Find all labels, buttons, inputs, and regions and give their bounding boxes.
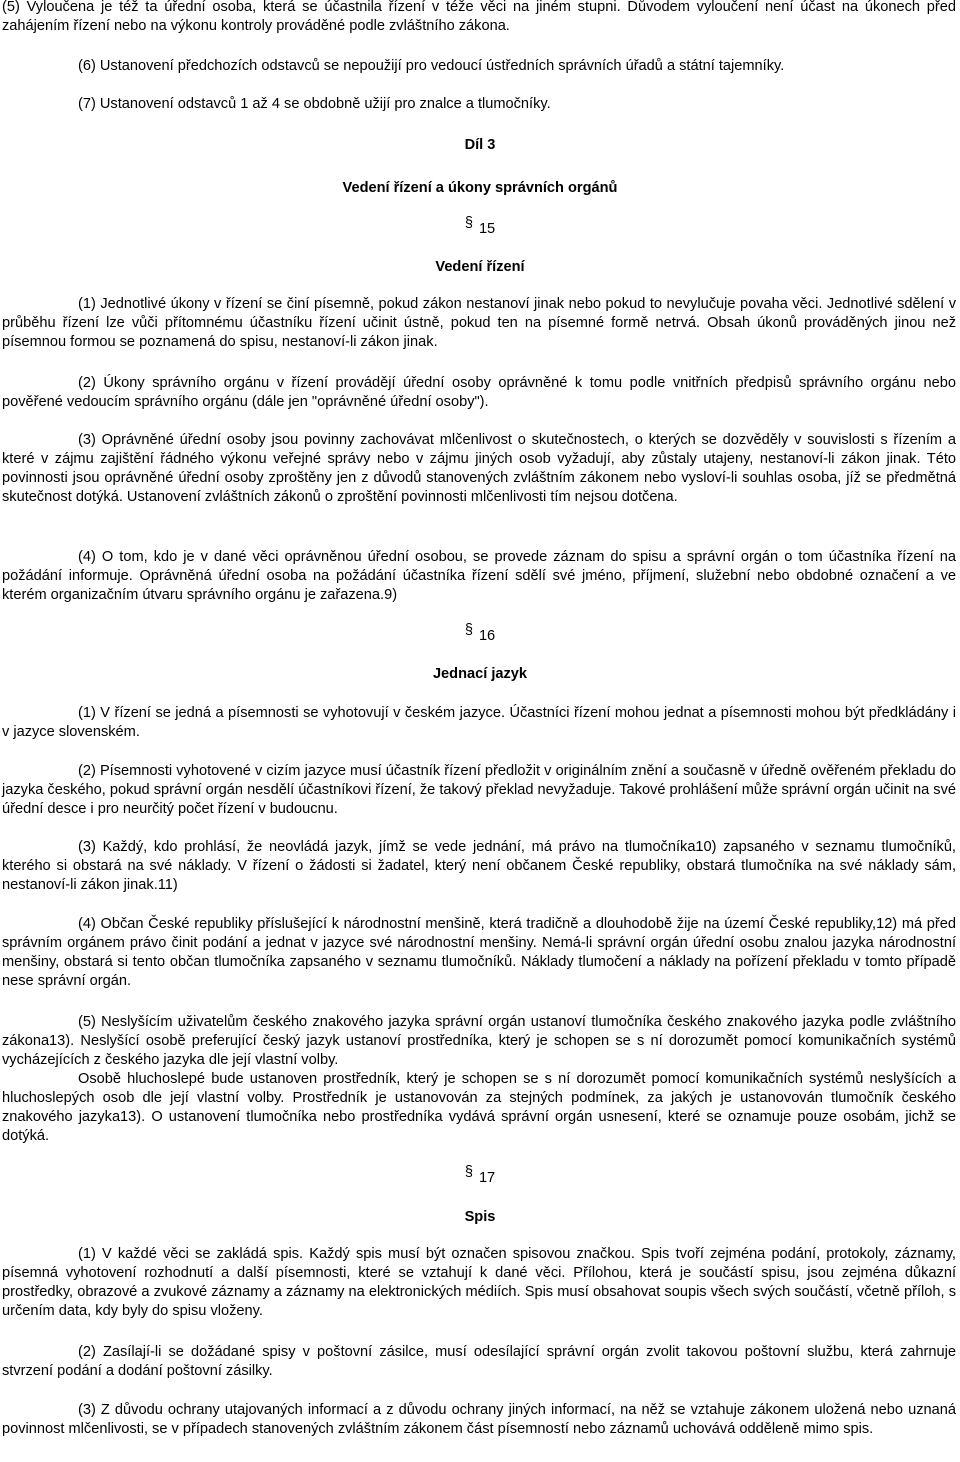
s15-paragraph-3: (3) Oprávněné úřední osoby jsou povinny zachovávat mlčenlivost o skutečnostech, o kterých se dozvěděly v souvislosti s řízením a které v zájmu zajištění řádného výkonu veřejné správy nebo v zájmu jiných osob vyžadují, aby zůstaly utajeny, nestanoví-li zákon jinak. Této povinnosti jsou oprávněné úřední osoby zproštěny jen z důvodů stanovených zvláštním zákonem nebo vysloví-li souhlas osoba, jíž se předmětná skutečnost dotýká. Ustanovení zvláštních zákonů o zproštění povinnosti mlčenlivosti tím nejsou dotčena. [2, 432, 956, 505]
section-number: 15 [478, 221, 496, 237]
s15-paragraph-1: (1) Jednotlivé úkony v řízení se činí písemně, pokud zákon nestanoví jinak nebo pokud to nevylučuje povaha věci. Jednotlivé sdělení v průběhu řízení lze vůči přítomnému účastníku řízení učinit ústně, pokud ten na písemné formě netrvá. Obsah úkonů prováděných jinou než písemnou formou se poznamená do spisu, nestanoví-li zákon jinak. [2, 296, 956, 350]
s15-paragraph-2: (2) Úkony správního orgánu v řízení provádějí úřední osoby oprávněné k tomu podle vnitřních předpisů správního orgánu nebo pověřené vedoucím správního orgánu (dále jen "oprávněné úřední osoby"). [2, 375, 956, 410]
section-symbol: § [464, 215, 473, 231]
s17-paragraph-1: (1) V každé věci se zakládá spis. Každý spis musí být označen spisovou značkou. Spis tvoří zejména podání, protokoly, záznamy, písemná vyhotovení rozhodnutí a další písemnosti, které se vztahují k dané věci. Přílohou, která je součástí spisu, jsou zejména důkazní prostředky, obrazové a zvukové záznamy a záznamy na elektronických médiích. Spis musí obsahovat soupis všech svých součástí, včetně příloh, s určením data, kdy byly do spisu vloženy. [2, 1246, 956, 1319]
s17-paragraph-3: (3) Z důvodu ochrany utajovaných informací a z důvodu ochrany jiných informací, na něž se vztahuje zákonem uložená nebo uznaná povinnost mlčenlivosti, se v případech stanovených zvláštním zákonem část písemností nebo záznamů uchovává odděleně mimo spis. [2, 1402, 956, 1437]
section-17-number [0, 1164, 960, 1187]
section-symbol: § [464, 622, 473, 638]
part-title: Vedení řízení a úkony správních orgánů [342, 180, 618, 196]
section-16-title: Jednací jazyk [432, 666, 528, 682]
paragraph-6: (6) Ustanovení předchozích odstavců se nepoužijí pro vedoucí ústředních správních úřadů a státní tajemníky. [78, 58, 785, 74]
s17-paragraph-2: (2) Zasílají-li se dožádané spisy v poštovní zásilce, musí odesílající správní orgán zvolit takovou poštovní službu, která zahrnuje stvrzení podání a dodání poštovní zásilky. [2, 1344, 956, 1379]
paragraph-5: (5) Vyloučena je též ta úřední osoba, která se účastnila řízení v téže věci na jiném stupni. Důvodem vyloučení není účast na úkonech před zahájením řízení nebo na výkonu kontroly prováděné podle zvláštního zákona. [2, 0, 956, 34]
section-16-number [0, 622, 960, 645]
section-15-number [0, 215, 960, 238]
s16-paragraph-5: (5) Neslyšícím uživatelům českého znakového jazyka správní orgán ustanoví tlumočníka českého znakového jazyka podle zvláštního zákona13). Neslyšící osobě preferující český jazyk ustanoví prostředníka, který je schopen se s ní dorozumět pomocí komunikačních systémů vycházejících z českého jazyka dle její vlastní volby. [2, 1014, 956, 1068]
section-number: 17 [478, 1170, 496, 1186]
s15-paragraph-4: (4) O tom, kdo je v dané věci oprávněnou úřední osobou, se provede záznam do spisu a správní orgán o tom účastníka řízení na požádání informuje. Oprávněná úřední osoba na požádání účastníka řízení sdělí své jméno, příjmení, služební nebo obdobné označení a ve kterém organizačním útvaru správního orgánu je zařazena.9) [2, 549, 956, 603]
section-number: 16 [478, 628, 496, 644]
s16-paragraph-2: (2) Písemnosti vyhotovené v cizím jazyce musí účastník řízení předložit v originálním znění a současně v úředně ověřeném překladu do jazyka českého, pokud správní orgán nesdělí účastníkovi řízení, že takový překlad nevyžaduje. Takové prohlášení může správní orgán učinit na své úřední desce i pro neurčitý počet řízení v budoucnu. [2, 763, 956, 817]
s16-paragraph-5-continued: Osobě hluchoslepé bude ustanoven prostředník, který je schopen se s ní dorozumět pomocí komunikačních systémů neslyšících a hluchoslepých osob dle její vlastní volby. Prostředník je ustanovován za stejných podmínek, za jakých je ustanovován tlumočník českého znakového jazyka13). O ustanovení tlumočníka nebo prostředníka vydává správní orgán usnesení, které se oznamuje pouze osobám, jichž se dotýká. [2, 1071, 956, 1144]
s16-paragraph-1: (1) V řízení se jedná a písemnosti se vyhotovují v českém jazyce. Účastníci řízení mohou jednat a písemnosti mohou být předkládány i v jazyce slovenském. [2, 705, 956, 740]
s16-paragraph-4: (4) Občan České republiky příslušející k národnostní menšině, která tradičně a dlouhodobě žije na území České republiky,12) má před správním orgánem právo činit podání a jednat v jazyce své národnostní menšiny. Nemá-li správní orgán úřední osobu znalou jazyka národnostní menšiny, obstará si tento občan tlumočníka zapsaného v seznamu tlumočníků. Náklady tlumočení a náklady na pořízení překladu v tomto případě nese správní orgán. [2, 916, 956, 989]
section-15-title: Vedení řízení [435, 259, 525, 275]
part-number: Díl 3 [464, 137, 496, 153]
s16-paragraph-3: (3) Každý, kdo prohlásí, že neovládá jazyk, jímž se vede jednání, má právo na tlumočníka10) zapsaného v seznamu tlumočníků, kterého si obstará na své náklady. V řízení o žádosti si žadatel, který není občanem České republiky, obstará tlumočníka na své náklady sám, nestanoví-li zákon jinak.11) [2, 839, 956, 893]
section-17-title: Spis [464, 1209, 496, 1225]
paragraph-7: (7) Ustanovení odstavců 1 až 4 se obdobně užijí pro znalce a tlumočníky. [78, 96, 551, 112]
section-symbol: § [464, 1164, 473, 1180]
